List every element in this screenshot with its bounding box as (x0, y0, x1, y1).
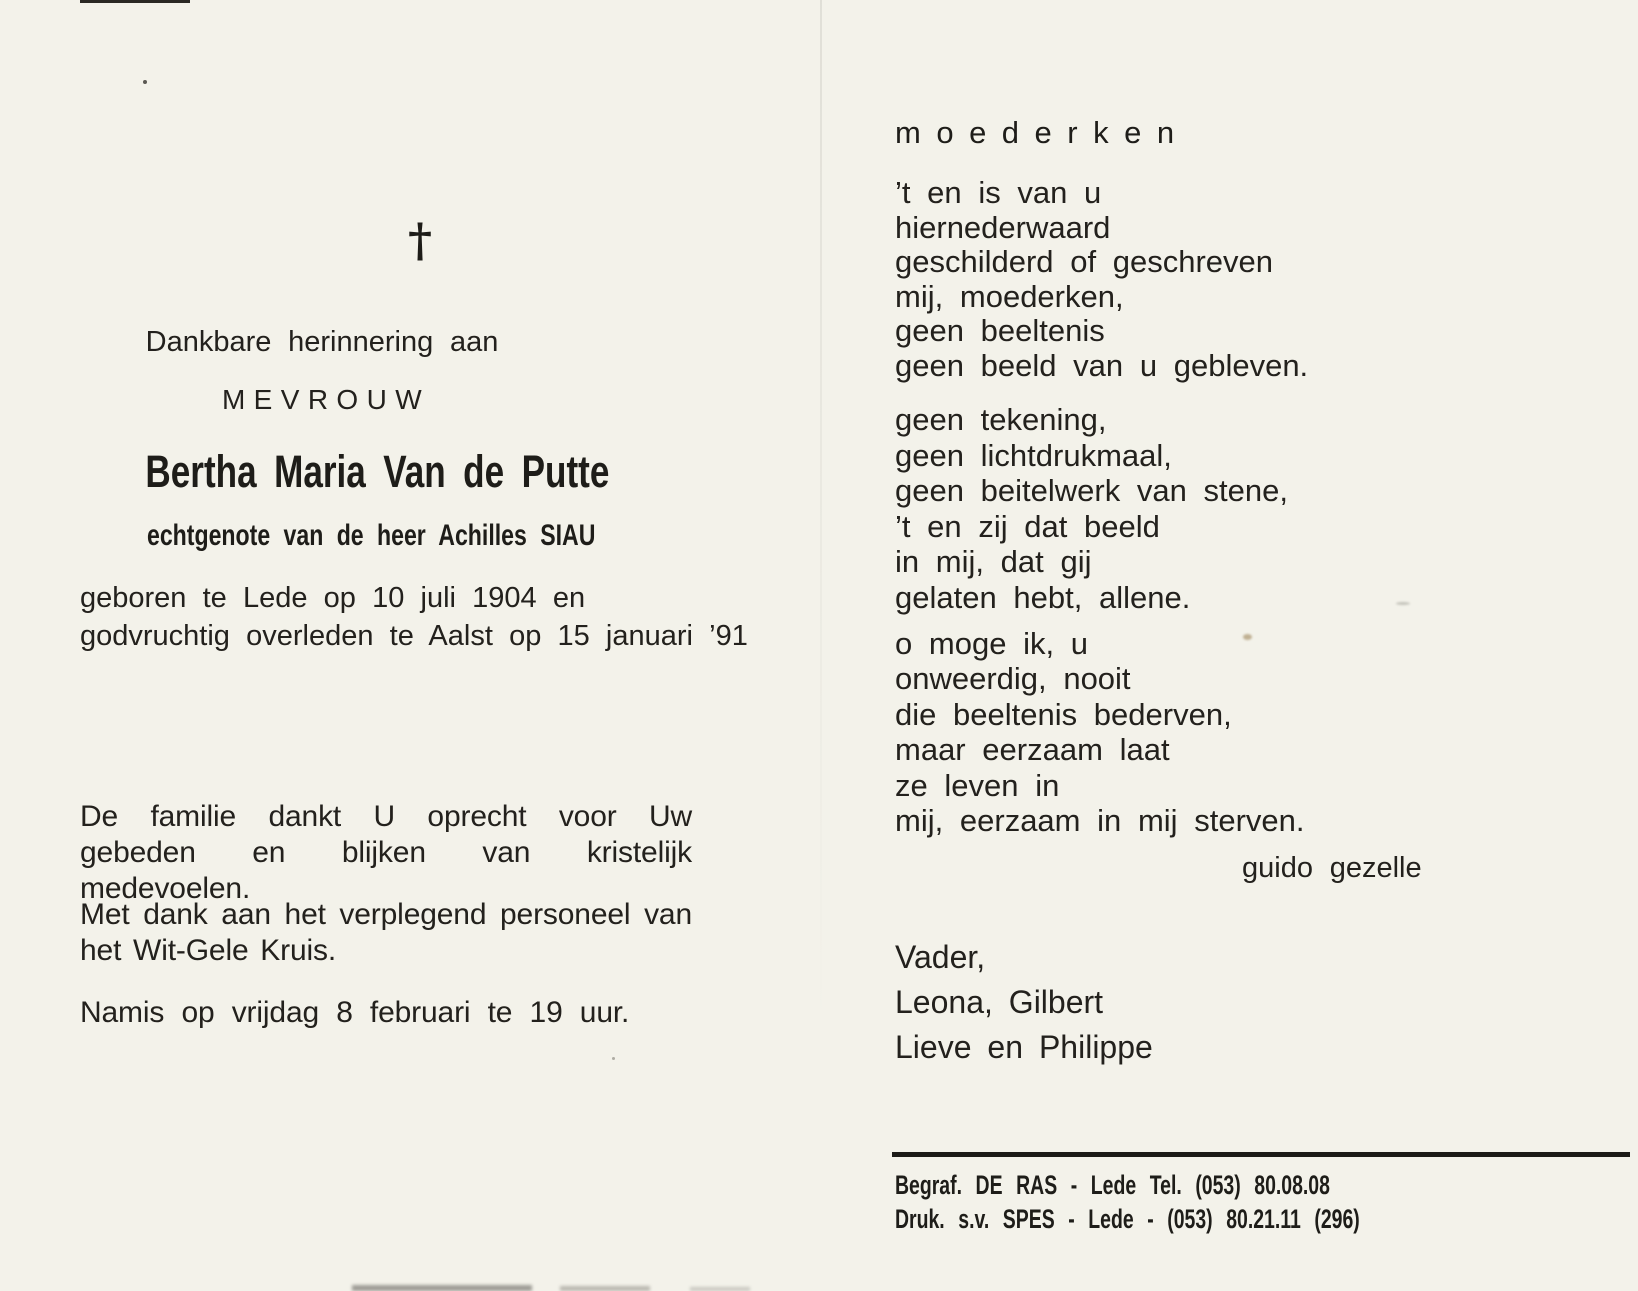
deceased-name: Bertha Maria Van de Putte (145, 446, 610, 497)
poem-line: geen tekening, (895, 402, 1107, 437)
poem-line: maar eerzaam laat (895, 732, 1170, 768)
poem-stanza-1 (895, 176, 1635, 384)
footer-rule (892, 1152, 1630, 1157)
poem-line: geschilderd of geschreven (895, 244, 1274, 280)
spouse-row (80, 518, 692, 554)
poem-line: ze leven in (895, 767, 1060, 803)
left-page (80, 0, 748, 1291)
intro-line: Dankbare herinnering aan (145, 326, 499, 358)
poem-line: gelaten hebt, allene. (895, 579, 1191, 615)
poem-line: onweerdig, nooit (895, 661, 1131, 697)
poem-line: ’t en zij dat beeld (895, 508, 1160, 544)
poem-line: die beeltenis bederven, (895, 696, 1232, 732)
poem-line: geen lichtdrukmaal, (895, 437, 1172, 473)
thanks-paragraph: De familie dankt U oprecht voor Uw gebeden en blijken van kristelijk medevoelen. (80, 800, 692, 905)
cross-icon: † (407, 213, 433, 267)
poem-line: geen beeltenis (895, 313, 1105, 349)
deceased-name-row (80, 444, 692, 500)
fold-line (820, 0, 822, 1291)
spouse-line: echtgenote van de heer Achilles SIAU (146, 519, 596, 552)
right-page (895, 0, 1635, 1291)
poem-line: ’t en is van u (895, 175, 1102, 210)
poem-author: guido gezelle (1242, 852, 1422, 884)
family-line: Vader, (895, 939, 986, 975)
poem-line: hiernederwaard (895, 209, 1111, 245)
poem-line: o moge ik, u (895, 626, 1089, 661)
poem-line: in mij, dat gij (895, 544, 1092, 579)
poem-title: moederken (895, 115, 1190, 150)
printer-line: Druk. s.v. SPES - Lede - (053) 80.21.11 (296) (895, 1204, 1360, 1234)
poem-line: mij, moederken, (895, 278, 1124, 314)
poem-line: geen beeld van u gebleven. (895, 347, 1309, 383)
family-line: Lieve en Philippe (895, 1029, 1153, 1065)
honorific-title: MEVROUW (221, 384, 431, 415)
memorial-mass-line: Namis op vrijdag 8 februari te 19 uur. (80, 996, 630, 1029)
undertaker-line: Begraf. DE RAS - Lede Tel. (053) 80.08.08 (895, 1170, 1330, 1200)
divider-line (80, 0, 190, 3)
undertaker-row (895, 1169, 1635, 1202)
poem-line: mij, eerzaam in mij sterven. (895, 803, 1305, 839)
birth-line: geboren te Lede op 10 juli 1904 en (80, 582, 586, 614)
printer-row (895, 1203, 1635, 1236)
family-line: Leona, Gilbert (895, 984, 1104, 1020)
poem-stanza-2 (895, 402, 1635, 615)
scan-smudge (690, 1287, 750, 1291)
death-line: godvruchtig overleden te Aalst op 15 januari ’91 (80, 620, 748, 652)
poem-stanza-3 (895, 626, 1635, 838)
nursing-staff-paragraph: Met dank aan het verplegend personeel van het Wit-Gele Kruis. (80, 898, 692, 967)
life-dates (80, 579, 748, 655)
family-signature (895, 935, 1635, 1070)
poem-line: geen beitelwerk van stene, (895, 473, 1288, 508)
